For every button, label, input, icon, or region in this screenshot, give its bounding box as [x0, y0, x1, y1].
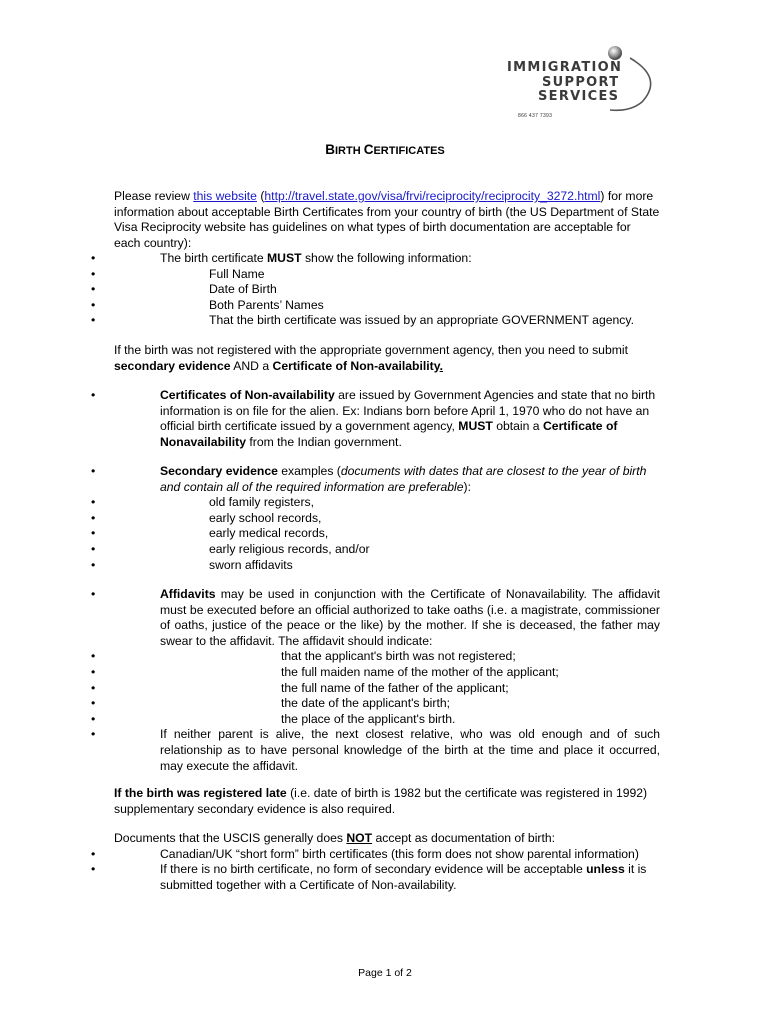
list-item: • If neither parent is alive, the next closest relative, who was old enough and of such relationship as to have personal knowledge of the birth at the time and place it occurred, may execute the affidavit. — [114, 727, 660, 774]
list-item: • early religious records, and/or — [114, 542, 660, 558]
secondary-evidence-section — [114, 464, 660, 573]
reciprocity-url-link[interactable]: http://travel.state.gov/visa/frvi/reciprocity/reciprocity_3272.html — [264, 189, 601, 203]
logo-line-2: SUPPORT — [542, 75, 620, 90]
not-accepted-section: Documents that the USCIS generally does NOT accept as documentation of birth: • Canadian/UK “short form” birth certificates (this form does not show parental information) • If there is no birth certificate, no form of secondary evidence will be acceptable unless it is submitted together with a Certificate of Non-availability. — [114, 831, 660, 893]
list-item: • Certificates of Non-availability are issued by Government Agencies and state that no birth information is on file for the alien. Ex: Indians born before April 1, 1970 who do not have an official birth certificate issued by a government agency, MUST obtain a Certificate of Nonavailability from the Indian government. — [114, 388, 660, 450]
this-website-link[interactable]: this website — [193, 189, 257, 203]
list-item: • Canadian/UK “short form” birth certificates (this form does not show parental information) — [114, 847, 660, 863]
cna-section — [114, 388, 660, 450]
intro-paragraph: Please review this website (http://travel.state.gov/visa/frvi/reciprocity/reciprocity_3272.html) for more information about acceptable Birth Certificates from your country of birth (the US Department of State Visa Reciprocity website has guidelines on what types of birth documentation are acceptable for each country): — [114, 189, 660, 250]
logo-line-3: SERVICES — [538, 89, 620, 104]
list-item: • Date of Birth — [114, 282, 660, 298]
list-item: • that the applicant's birth was not registered; — [114, 649, 660, 665]
list-item: • the full maiden name of the mother of the applicant; — [114, 665, 660, 681]
list-item: • The birth certificate MUST show the following information: — [114, 251, 660, 267]
list-item: • Secondary evidence examples (documents with dates that are closest to the year of birth and contain all of the required information are preferable): — [114, 464, 660, 495]
page-number: Page 1 of 2 — [358, 967, 412, 979]
late-registration-paragraph: If the birth was registered late (i.e. date of birth is 1982 but the certificate was registered in 1992) supplementary secondary evidence is also required. — [114, 786, 648, 816]
list-item: • the place of the applicant's birth. — [114, 712, 660, 728]
list-item: • old family registers, — [114, 495, 660, 511]
list-item: • early medical records, — [114, 526, 660, 542]
logo-line-1: IMMIGRATION — [507, 60, 623, 75]
list-item: • the date of the applicant's birth; — [114, 696, 660, 712]
list-item: • sworn affidavits — [114, 558, 660, 574]
list-item: • If there is no birth certificate, no form of secondary evidence will be acceptable unless it is submitted together with a Certificate of Non-availability. — [114, 862, 660, 893]
list-item: • Full Name — [114, 267, 660, 283]
company-logo — [502, 44, 660, 120]
not-registered-paragraph: If the birth was not registered with the appropriate government agency, then you need to submit secondary evidence AND a Certificate of Non-availability. — [114, 343, 628, 373]
logo-phone: 866 437 7393 — [518, 113, 553, 119]
list-item: • early school records, — [114, 511, 660, 527]
list-item: • Affidavits may be used in conjunction with the Certificate of Nonavailability. The affidavit must be executed before an official authorized to take oaths (i.e. a magistrate, commissioner of oaths, justice of the peace or the like) by the mother. If she is deceased, the father may swear to the affidavit. The affidavit should indicate: — [114, 587, 660, 649]
list-item: • the full name of the father of the applicant; — [114, 681, 660, 697]
list-item: • That the birth certificate was issued by an appropriate GOVERNMENT agency. — [114, 313, 660, 329]
list-item: • Both Parents’ Names — [114, 298, 660, 314]
affidavits-section — [114, 587, 660, 774]
page-title: BIRTH CERTIFICATES — [325, 142, 445, 157]
must-requirements — [114, 251, 660, 329]
